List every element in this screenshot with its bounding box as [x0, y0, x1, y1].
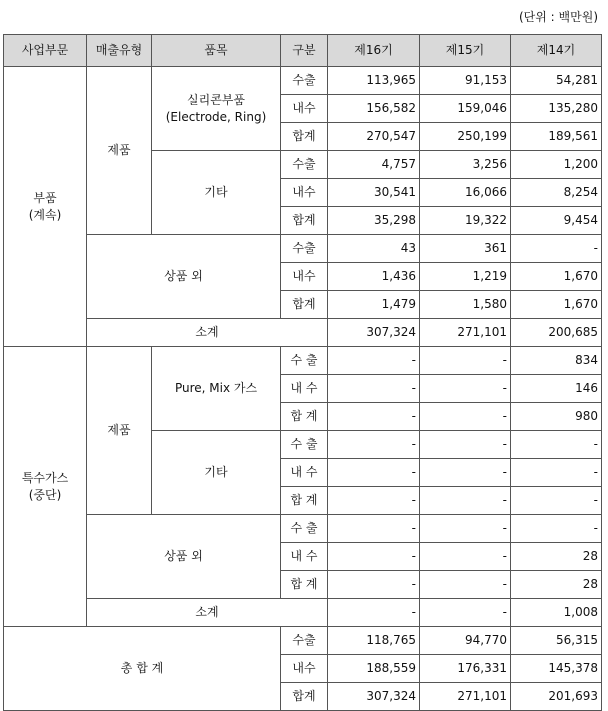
table-row — [4, 599, 602, 627]
category-cell: 내수 — [281, 95, 328, 123]
category-cell: 내 수 — [281, 459, 328, 487]
value-cell: 9,454 — [511, 207, 602, 235]
value-cell: 43 — [328, 235, 420, 263]
value-cell: 270,547 — [328, 123, 420, 151]
value-cell: - — [511, 459, 602, 487]
value-cell: 146 — [511, 375, 602, 403]
value-cell: - — [420, 375, 511, 403]
header-row — [4, 35, 602, 67]
value-cell: 94,770 — [420, 627, 511, 655]
value-cell: 200,685 — [511, 319, 602, 347]
value-cell: - — [511, 235, 602, 263]
value-cell: - — [328, 347, 420, 375]
category-cell: 내수 — [281, 655, 328, 683]
category-cell: 내 수 — [281, 543, 328, 571]
value-cell: - — [328, 515, 420, 543]
value-cell: 156,582 — [328, 95, 420, 123]
value-cell: 159,046 — [420, 95, 511, 123]
value-cell: - — [420, 459, 511, 487]
value-cell: 4,757 — [328, 151, 420, 179]
value-cell: 250,199 — [420, 123, 511, 151]
header-category: 구분 — [281, 35, 328, 67]
value-cell: - — [328, 375, 420, 403]
subtotal-label: 소계 — [87, 319, 328, 347]
table-row — [4, 515, 602, 543]
subtotal-label: 소계 — [87, 599, 328, 627]
value-cell: - — [328, 403, 420, 431]
item-name: 기타 — [152, 431, 281, 515]
category-cell: 수출 — [281, 151, 328, 179]
category-cell: 합 계 — [281, 487, 328, 515]
category-cell: 수출 — [281, 235, 328, 263]
value-cell: 30,541 — [328, 179, 420, 207]
header-period-15: 제15기 — [420, 35, 511, 67]
value-cell: 54,281 — [511, 67, 602, 95]
value-cell: - — [420, 403, 511, 431]
table-row — [4, 235, 602, 263]
value-cell: 307,324 — [328, 683, 420, 711]
value-cell: - — [511, 515, 602, 543]
category-cell: 합계 — [281, 683, 328, 711]
segment-name: 부품 (계속) — [4, 67, 87, 347]
value-cell: - — [328, 599, 420, 627]
header-sales-type: 매출유형 — [87, 35, 152, 67]
category-cell: 수 출 — [281, 431, 328, 459]
value-cell: 28 — [511, 543, 602, 571]
value-cell: - — [420, 599, 511, 627]
value-cell: - — [511, 431, 602, 459]
value-cell: 834 — [511, 347, 602, 375]
category-cell: 합계 — [281, 207, 328, 235]
value-cell: 188,559 — [328, 655, 420, 683]
sales-type: 제품 — [87, 67, 152, 235]
category-cell: 수 출 — [281, 515, 328, 543]
table-body — [4, 67, 602, 711]
category-cell: 내 수 — [281, 375, 328, 403]
value-cell: 28 — [511, 571, 602, 599]
header-item: 품목 — [152, 35, 281, 67]
value-cell: 1,670 — [511, 263, 602, 291]
total-label: 총 합 계 — [4, 627, 281, 711]
value-cell: - — [420, 515, 511, 543]
item-name: 실리콘부품 (Electrode, Ring) — [152, 67, 281, 151]
value-cell: 19,322 — [420, 207, 511, 235]
value-cell: - — [420, 571, 511, 599]
value-cell: 118,765 — [328, 627, 420, 655]
item-name: Pure, Mix 가스 — [152, 347, 281, 431]
category-cell: 수출 — [281, 67, 328, 95]
table-row — [4, 319, 602, 347]
value-cell: 35,298 — [328, 207, 420, 235]
value-cell: 1,436 — [328, 263, 420, 291]
value-cell: 271,101 — [420, 319, 511, 347]
header-segment: 사업부문 — [4, 35, 87, 67]
value-cell: - — [328, 543, 420, 571]
value-cell: 1,008 — [511, 599, 602, 627]
segment-name: 특수가스 (중단) — [4, 347, 87, 627]
value-cell: 271,101 — [420, 683, 511, 711]
item-name: 기타 — [152, 151, 281, 235]
value-cell: 145,378 — [511, 655, 602, 683]
value-cell: 8,254 — [511, 179, 602, 207]
value-cell: 113,965 — [328, 67, 420, 95]
value-cell: 16,066 — [420, 179, 511, 207]
value-cell: 1,580 — [420, 291, 511, 319]
sales-type: 상품 외 — [87, 235, 281, 319]
header-period-16: 제16기 — [328, 35, 420, 67]
value-cell: 189,561 — [511, 123, 602, 151]
value-cell: 176,331 — [420, 655, 511, 683]
category-cell: 수출 — [281, 627, 328, 655]
value-cell: 361 — [420, 235, 511, 263]
category-cell: 합계 — [281, 291, 328, 319]
value-cell: - — [420, 543, 511, 571]
category-cell: 수 출 — [281, 347, 328, 375]
value-cell: - — [420, 487, 511, 515]
value-cell: - — [511, 487, 602, 515]
value-cell: 56,315 — [511, 627, 602, 655]
value-cell: - — [328, 487, 420, 515]
value-cell: 980 — [511, 403, 602, 431]
value-cell: 1,670 — [511, 291, 602, 319]
sales-table — [3, 34, 602, 711]
value-cell: 1,219 — [420, 263, 511, 291]
value-cell: 1,479 — [328, 291, 420, 319]
category-cell: 내수 — [281, 263, 328, 291]
value-cell: - — [328, 431, 420, 459]
table-row — [4, 347, 602, 375]
value-cell: - — [420, 431, 511, 459]
category-cell: 합 계 — [281, 403, 328, 431]
value-cell: 3,256 — [420, 151, 511, 179]
category-cell: 합계 — [281, 123, 328, 151]
table-row — [4, 67, 602, 95]
sales-type: 상품 외 — [87, 515, 281, 599]
value-cell: 307,324 — [328, 319, 420, 347]
value-cell: - — [420, 347, 511, 375]
value-cell: 201,693 — [511, 683, 602, 711]
value-cell: 1,200 — [511, 151, 602, 179]
header-period-14: 제14기 — [511, 35, 602, 67]
category-cell: 합 계 — [281, 571, 328, 599]
unit-note: (단위 : 백만원) — [519, 10, 598, 24]
value-cell: 91,153 — [420, 67, 511, 95]
value-cell: - — [328, 459, 420, 487]
sales-type: 제품 — [87, 347, 152, 515]
value-cell: 135,280 — [511, 95, 602, 123]
category-cell: 내수 — [281, 179, 328, 207]
table-row — [4, 627, 602, 655]
value-cell: - — [328, 571, 420, 599]
